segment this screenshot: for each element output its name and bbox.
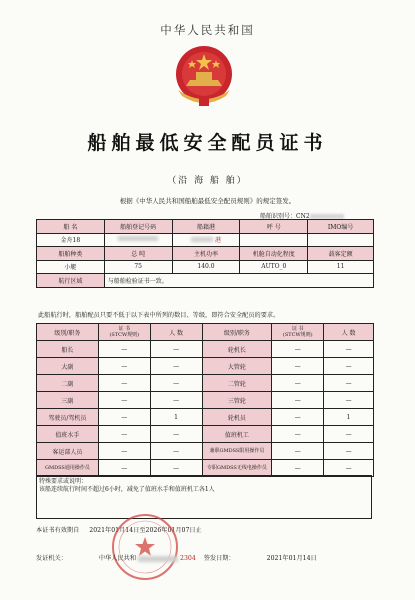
count-cell: — bbox=[150, 460, 202, 477]
cert-cell: — bbox=[98, 426, 150, 443]
table-row bbox=[37, 460, 374, 477]
header-cell: 船舶登记号码 bbox=[104, 220, 172, 234]
gross-tonnage-cell: 75 bbox=[104, 260, 172, 274]
cert-cell: — bbox=[98, 375, 150, 392]
rank-cell: 二管轮 bbox=[202, 375, 272, 392]
area-label-cell: 航行区域 bbox=[37, 274, 105, 288]
table-row bbox=[37, 358, 374, 375]
header-cell: 呼 号 bbox=[240, 220, 308, 234]
count-cell: 1 bbox=[324, 409, 374, 426]
header-cell: 机舱自动化程度 bbox=[240, 247, 308, 261]
table-row bbox=[37, 274, 374, 288]
authority-label: 发证机关： bbox=[36, 555, 67, 562]
rank-cell: 驾驶员/驾机员 bbox=[37, 409, 99, 426]
header-cell: 船 名 bbox=[37, 220, 105, 234]
table-row bbox=[37, 426, 374, 443]
redacted-value bbox=[118, 236, 158, 241]
header-cell: 级别/职务 bbox=[37, 324, 99, 341]
validity-line bbox=[36, 525, 376, 534]
cert-cell: — bbox=[98, 443, 150, 460]
area-value-cell: 与船舶检验证书一致。 bbox=[104, 274, 373, 288]
issue-date-label: 签发日期： bbox=[203, 555, 235, 562]
cert-cell: — bbox=[272, 375, 324, 392]
cert-cell: — bbox=[98, 460, 150, 477]
cert-cell: — bbox=[98, 409, 150, 426]
cert-cell: — bbox=[272, 392, 324, 409]
header-cell: 级别/职务 bbox=[202, 324, 272, 341]
header-cell: IMO编号 bbox=[308, 220, 374, 234]
count-cell: — bbox=[324, 358, 374, 375]
rank-cell: 轮机长 bbox=[202, 341, 272, 358]
country-name: 中华人民共和国 bbox=[160, 23, 255, 37]
rank-cell: 船长 bbox=[37, 341, 99, 358]
count-cell: — bbox=[324, 443, 374, 460]
cert-cell: — bbox=[272, 409, 324, 426]
issue-date: 2021年01月14日 bbox=[266, 555, 317, 562]
rank-cell: 值班机工 bbox=[202, 426, 272, 443]
table-row bbox=[37, 220, 374, 234]
ship-type-cell: 小艇 bbox=[37, 260, 105, 274]
table-row bbox=[37, 233, 374, 247]
port-cell bbox=[172, 233, 240, 247]
rank-cell: 三管轮 bbox=[202, 392, 272, 409]
count-cell: — bbox=[324, 375, 374, 392]
issuance-basis: 根据《中华人民共和国船舶最低安全配员规则》的规定签发。 bbox=[119, 197, 296, 205]
rank-cell: 值班水手 bbox=[37, 426, 99, 443]
automation-cell: AUTO_0 bbox=[240, 260, 308, 274]
special-requirements-label: 特殊要求或说明： bbox=[39, 478, 88, 485]
cert-cell: — bbox=[98, 392, 150, 409]
rank-cell: 三副 bbox=[37, 392, 99, 409]
table-row bbox=[37, 341, 374, 358]
rank-cell: 二副 bbox=[37, 375, 99, 392]
cert-cell: — bbox=[272, 341, 324, 358]
cert-cell: — bbox=[272, 358, 324, 375]
engine-power-cell: 140.0 bbox=[172, 260, 240, 274]
count-cell: 1 bbox=[150, 409, 202, 426]
authority-code: 2304 bbox=[180, 555, 196, 562]
passenger-cell: 11 bbox=[308, 260, 374, 274]
special-requirements-text: 该船连续航行时间不超过6小时，减免了值班水手和值班机工各1人 bbox=[39, 486, 215, 493]
crew-table bbox=[36, 323, 374, 477]
header-cell: 主机功率 bbox=[172, 247, 240, 261]
count-cell: — bbox=[150, 443, 202, 460]
port-mark: 港 bbox=[214, 237, 221, 245]
count-cell: — bbox=[150, 392, 202, 409]
cert-cell: — bbox=[272, 460, 324, 477]
registration-cell bbox=[104, 233, 172, 247]
table-row bbox=[37, 392, 374, 409]
authority-name: 中华人民共和 bbox=[98, 555, 137, 562]
count-cell: — bbox=[150, 426, 202, 443]
count-cell: — bbox=[150, 341, 202, 358]
count-cell: — bbox=[324, 392, 374, 409]
header-cell: 船籍港 bbox=[172, 220, 240, 234]
cert-cell: — bbox=[272, 426, 324, 443]
validity-period: 2021年01月14日至2026年01月07日止 bbox=[89, 527, 202, 534]
header-cell: 船舶种类 bbox=[37, 247, 105, 261]
rank-cell: 兼职GMDSS限用操作员 bbox=[202, 443, 272, 460]
ship-id-label: 船舶识别号：CN2 bbox=[260, 213, 310, 220]
header-cell: 载客定额 bbox=[308, 247, 374, 261]
header-cell: 证 书 (STCW规则) bbox=[272, 324, 324, 341]
table-row bbox=[37, 375, 374, 392]
table-row bbox=[37, 443, 374, 460]
issuing-authority-line bbox=[36, 553, 376, 562]
header-cell: 总 吨 bbox=[104, 247, 172, 261]
ship-name-cell: 金舟18 bbox=[37, 233, 105, 247]
header-cell: 人 数 bbox=[324, 324, 374, 341]
count-cell: — bbox=[324, 460, 374, 477]
imo-cell bbox=[308, 233, 374, 247]
special-requirements-box bbox=[36, 475, 372, 519]
validity-label: 本证书有效期自 bbox=[36, 527, 80, 534]
manning-requirement-text: 此船航行时，船舶配员只要不低于以下表中所列的数目、等级，即符合安全配员的要求。 bbox=[38, 312, 280, 319]
table-row bbox=[37, 324, 374, 341]
cert-cell: — bbox=[272, 443, 324, 460]
rank-cell: 大副 bbox=[37, 358, 99, 375]
official-seal-icon bbox=[110, 512, 180, 582]
national-emblem-icon bbox=[168, 42, 240, 110]
certificate-title: 船舶最低安全配员证书 bbox=[87, 132, 328, 154]
ship-category: （沿 海 船 舶） bbox=[167, 176, 248, 186]
table-row bbox=[37, 247, 374, 261]
table-row bbox=[37, 409, 374, 426]
header-cell: 证 书 (STCW规则) bbox=[98, 324, 150, 341]
callsign-cell bbox=[240, 233, 308, 247]
rank-cell: 轮机员 bbox=[202, 409, 272, 426]
count-cell: — bbox=[324, 341, 374, 358]
cert-cell: — bbox=[98, 341, 150, 358]
count-cell: — bbox=[150, 358, 202, 375]
count-cell: — bbox=[150, 375, 202, 392]
cert-cell: — bbox=[98, 358, 150, 375]
rank-cell: 专职GMDSS无线电操作员 bbox=[202, 460, 272, 477]
table-row bbox=[37, 260, 374, 274]
redacted-value bbox=[191, 237, 213, 242]
rank-cell: GMDSS通用操作员 bbox=[37, 460, 99, 477]
rank-cell: 大管轮 bbox=[202, 358, 272, 375]
redacted-value bbox=[138, 556, 178, 562]
count-cell: — bbox=[324, 426, 374, 443]
ship-particulars-table bbox=[36, 219, 374, 288]
rank-cell: 客运部人员 bbox=[37, 443, 99, 460]
header-cell: 人 数 bbox=[150, 324, 202, 341]
